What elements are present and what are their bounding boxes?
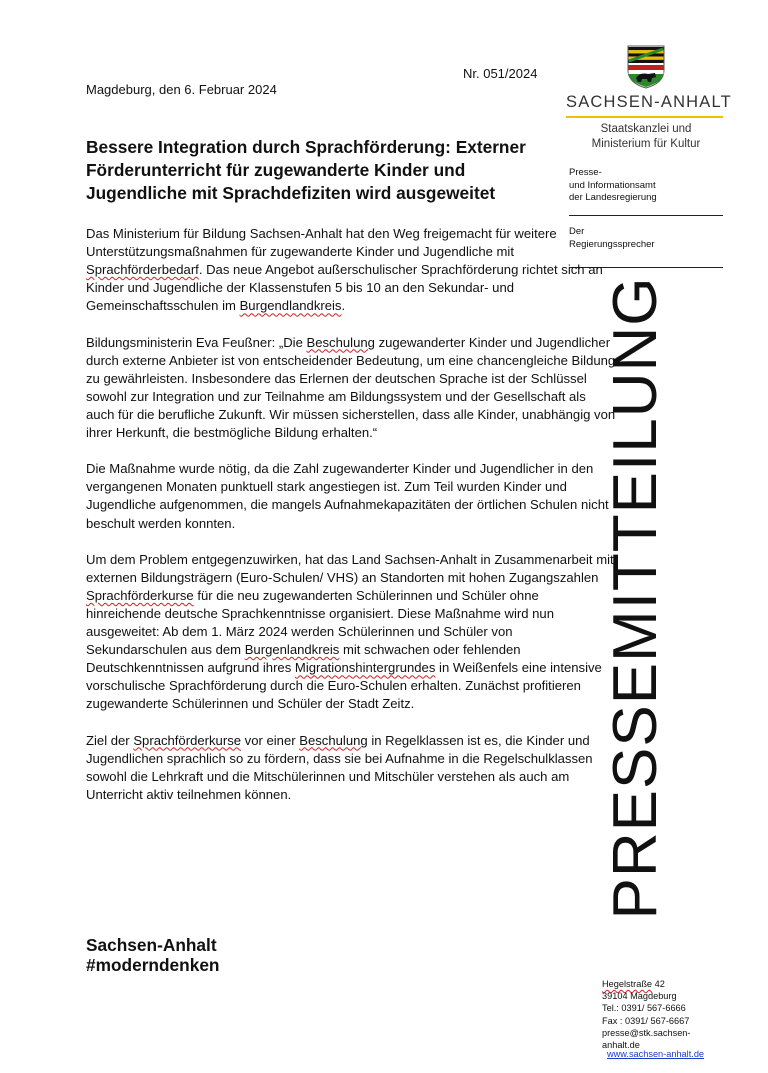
flagged-word: Beschulung [306, 334, 375, 350]
article-body [86, 225, 616, 822]
vertical-title: PRESSEMITTEILUNG [601, 276, 670, 920]
flagged-word: Burgendlandkreis [239, 298, 342, 314]
ministry-name [566, 122, 726, 152]
text-run: vor einer [241, 732, 300, 748]
email-line-2: anhalt.de [602, 1040, 640, 1051]
speaker-line-2: Regierungssprecher [569, 238, 655, 250]
paragraph-3: Die Maßnahme wurde nötig, da die Zahl zugewanderter Kinder und Jugendlicher in den vergangenen Monaten punktuell stark angestiegen ist. Zum Teil wurden Kinder und Jugendliche aufgenommen, die mangels Aufnahmekapazitäten der örtlichen Schulen nicht beschult werden konnten. [86, 461, 609, 531]
text-run: Bildungsministerin Eva Feußner: „Die [86, 334, 307, 350]
text-run: für die neu zugewanderten Schülerinnen und Schüler ohne hinreichende deutsche Sprachkenntnisse organisiert. Diese Maßnahme wird nun ausgeweitet: Ab dem 1. März 2024 werden Schülerinnen und Schüler von Sekundarschulen aus dem [86, 587, 554, 658]
sidebar-divider-1 [569, 215, 723, 216]
city-line: 39104 Magdeburg [602, 991, 677, 1002]
text-run: in Regelklassen ist es, die Kinder und Jugendlichen sprachlich so zu fördern, dass sie bei Aufnahme in die Regelschulklassen sowohl die Lehrkraft und die Mitschülerinnen und Mitschüler verstehen als auch am Unterricht aktiv teilnehmen können. [86, 732, 593, 802]
flagged-word: Sprachförderkurse [86, 587, 194, 603]
flagged-word: Sprachförderkurse [133, 732, 242, 748]
ministry-line-1: Staatskanzlei und [600, 123, 692, 135]
text-run: . Das neue Angebot außerschulischer Sprachförderung richtet sich an Kinder und Jugendliche der Klassenstufen 5 bis 10 an den Sekundar- und Gemeinschaftsschulen im [86, 262, 603, 314]
office-line-1: Presse- [569, 167, 602, 178]
paragraph-1 [86, 225, 616, 315]
text-run: . [341, 298, 346, 314]
paragraph-5 [86, 732, 616, 804]
speaker-line-1: Der [569, 226, 585, 237]
headline: Bessere Integration durch Sprachförderung: Externer Förderunterricht für zugewanderte Kinder und Jugendliche mit Sprachdefiziten wird ausgeweitet [86, 137, 526, 203]
office-line-3: der Landesregierung [569, 192, 657, 203]
ministry-line-2: Ministerium für Kultur [591, 138, 701, 150]
office-line-2: und Informationsamt [569, 179, 656, 191]
slogan-line-1: Sachsen-Anhalt [86, 935, 217, 955]
street-name: Hegelstraße [602, 979, 653, 989]
flagged-word: Burgenlandkreis [244, 642, 340, 658]
flagged-word: Migrationshintergrundes [294, 660, 436, 676]
phone-line: Tel.: 0391/ 567-6666 [602, 1003, 686, 1014]
state-wordmark: SACHSEN-ANHALT [566, 93, 732, 111]
street-number: 42 [652, 979, 665, 989]
website-link[interactable]: www.sachsen-anhalt.de [607, 1049, 705, 1059]
text-run: Um dem Problem entgegenzuwirken, hat das Land Sachsen-Anhalt in Zusammenarbeit mit externen Bildungsträgern (Euro-Schulen/ VHS) an Standorten mit hohen Zugangszahlen [86, 551, 614, 585]
fax-line: Fax : 0391/ 567-6667 [602, 1015, 690, 1026]
press-release-number: Nr. 051/2024 [463, 66, 538, 81]
press-office-block [569, 167, 657, 205]
slogan [86, 935, 219, 975]
text-run: in Weißenfels eine intensive vorschulische Sprachförderung durch die Euro-Schulen erhalten. Zunächst profitieren zugewanderte Schülerinnen und Schüler der Stadt Zeitz. [86, 660, 602, 712]
paragraph-4 [86, 551, 616, 714]
email-line-1: presse@stk.sachsen- [602, 1027, 691, 1038]
flagged-word: Beschulung [299, 732, 368, 748]
coat-of-arms-icon [627, 45, 665, 89]
flagged-word: Sprachförderbedarf [86, 262, 199, 278]
street-line [602, 978, 690, 990]
accent-divider [566, 116, 723, 118]
text-run: Das Ministerium für Bildung Sachsen-Anhalt hat den Weg freigemacht für weitere Unterstützungsmaßnahmen für zugewanderte Kinder und Jugendliche mit [86, 226, 557, 260]
paragraph-2 [86, 334, 616, 443]
slogan-line-2: #moderndenken [86, 955, 220, 975]
release-date: Magdeburg, den 6. Februar 2024 [86, 82, 277, 97]
contact-address [602, 978, 690, 1051]
text-run: zugewanderter Kinder und Jugendlicher durch externe Anbieter ist von entscheidender Bedeutung, um eine chancengleiche Bildung zu gewährleisten. Insbesondere das Erlernen der deutschen Sprache ist der Schlüssel sowohl zur Integration und zur Teilnahme am Bildungssystem und der Gesellschaft als auch für die berufliche Zukunft. Wir müssen sicherstellen, dass alle Kinder, unabhängig von ihrer Herkunft, die bestmögliche Bildung erhalten.“ [86, 334, 616, 441]
text-run: Ziel der [86, 732, 134, 748]
text-run: mit schwachen oder fehlenden Deutschkenntnissen aufgrund ihres [86, 642, 521, 676]
